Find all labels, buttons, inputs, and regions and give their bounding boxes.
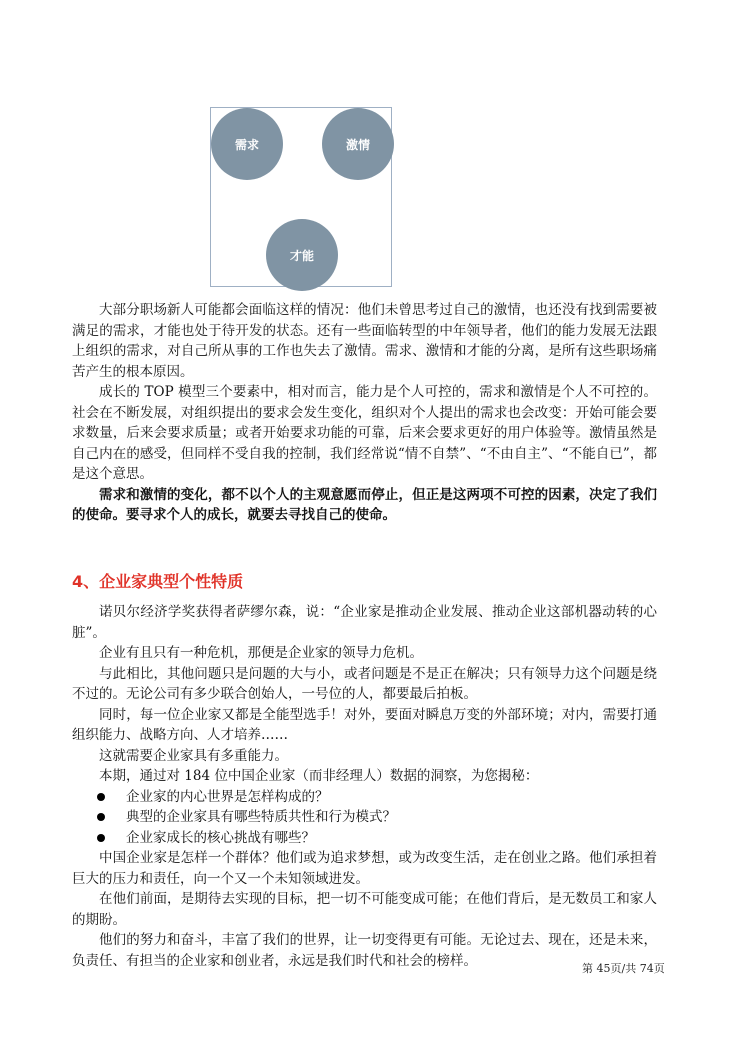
list-item bbox=[72, 787, 657, 808]
paragraph: 中国企业家是怎样一个群体？他们或为追求梦想，或为改变生活，走在创业之路。他们承担着巨大的压力和责任，向一个又一个未知领域进发。 bbox=[72, 850, 657, 887]
paragraph: 成长的 TOP 模型三个要素中，相对而言，能力是个人可控的，需求和激情是个人不可控的。社会在不断发展，对组织提出的要求会发生变化，组织对个人提出的需求也会改变：开始可能会要求数量，后来会要求质量；或者开始要求功能的可靠，后来会要求更好的用户体验等。激情虽然是自己内在的感受，但同样不受自我的控制，我们经常说“情不自禁”、“不由自主”、“不能自已”，都是这个意思。 bbox=[72, 384, 657, 482]
bullet-icon bbox=[97, 813, 105, 821]
list-item-text: 企业家的内心世界是怎样构成的？ bbox=[126, 788, 329, 805]
paragraph: 在他们前面，是期待去实现的目标，把一切不可能变成可能；在他们背后，是无数员工和家人的期盼。 bbox=[72, 891, 657, 928]
list-item bbox=[72, 828, 657, 849]
paragraph: 同时，每一位企业家又都是全能型选手！对外，要面对瞬息万变的外部环境；对内，需要打通组织能力、战略方向、人才培养…… bbox=[72, 706, 657, 743]
page-number: 第 45页/共 74页 bbox=[582, 962, 665, 975]
paragraph: 本期，通过对 184 位中国企业家（而非经理人）数据的洞察，为您揭秘： bbox=[99, 768, 539, 784]
section-heading: 4、企业家典型个性特质 bbox=[72, 571, 244, 591]
talent-circle: 才能 bbox=[266, 219, 338, 291]
document-body bbox=[72, 300, 657, 971]
paragraph: 企业有且只有一种危机，那便是企业家的领导力危机。 bbox=[99, 645, 423, 661]
need-circle: 需求 bbox=[211, 108, 283, 180]
paragraph: 他们的努力和奋斗，丰富了我们的世界，让一切变得更有可能。无论过去、现在，还是未来，负责任、有担当的企业家和创业者，永远是我们时代和社会的榜样。 bbox=[72, 932, 657, 969]
bullet-icon bbox=[97, 834, 105, 842]
bullet-list bbox=[72, 787, 657, 849]
paragraph: 大部分职场新人可能都会面临这样的情况：他们未曾思考过自己的激情，也还没有找到需要被满足的需求，才能也处于待开发的状态。还有一些面临转型的中年领导者，他们的能力发展无法跟上组织的需求，对自己所从事的工作也失去了激情。需求、激情和才能的分离，是所有这些职场痛苦产生的根本原因。 bbox=[72, 302, 657, 380]
list-item bbox=[72, 807, 657, 828]
bold-paragraph: 需求和激情的变化，都不以个人的主观意愿而停止，但正是这两项不可控的因素，决定了我们的使命。要寻求个人的成长，就要去寻找自己的使命。 bbox=[72, 486, 657, 523]
list-item-text: 典型的企业家具有哪些特质共性和行为模式？ bbox=[126, 809, 396, 825]
bullet-icon bbox=[97, 793, 105, 801]
top-model-diagram bbox=[210, 107, 392, 287]
paragraph: 这就需要企业家具有多重能力。 bbox=[99, 747, 288, 764]
list-item-text: 企业家成长的核心挑战有哪些？ bbox=[126, 829, 315, 846]
passion-circle: 激情 bbox=[322, 108, 394, 180]
paragraph: 与此相比，其他问题只是问题的大与小，或者问题是不是正在解决；只有领导力这个问题是绕不过的。无论公司有多少联合创始人，一号位的人，都要最后拍板。 bbox=[72, 665, 657, 702]
paragraph: 诺贝尔经济学奖获得者萨缪尔森，说：“企业家是推动企业发展、推动企业这部机器动转的心脏”。 bbox=[72, 604, 657, 641]
